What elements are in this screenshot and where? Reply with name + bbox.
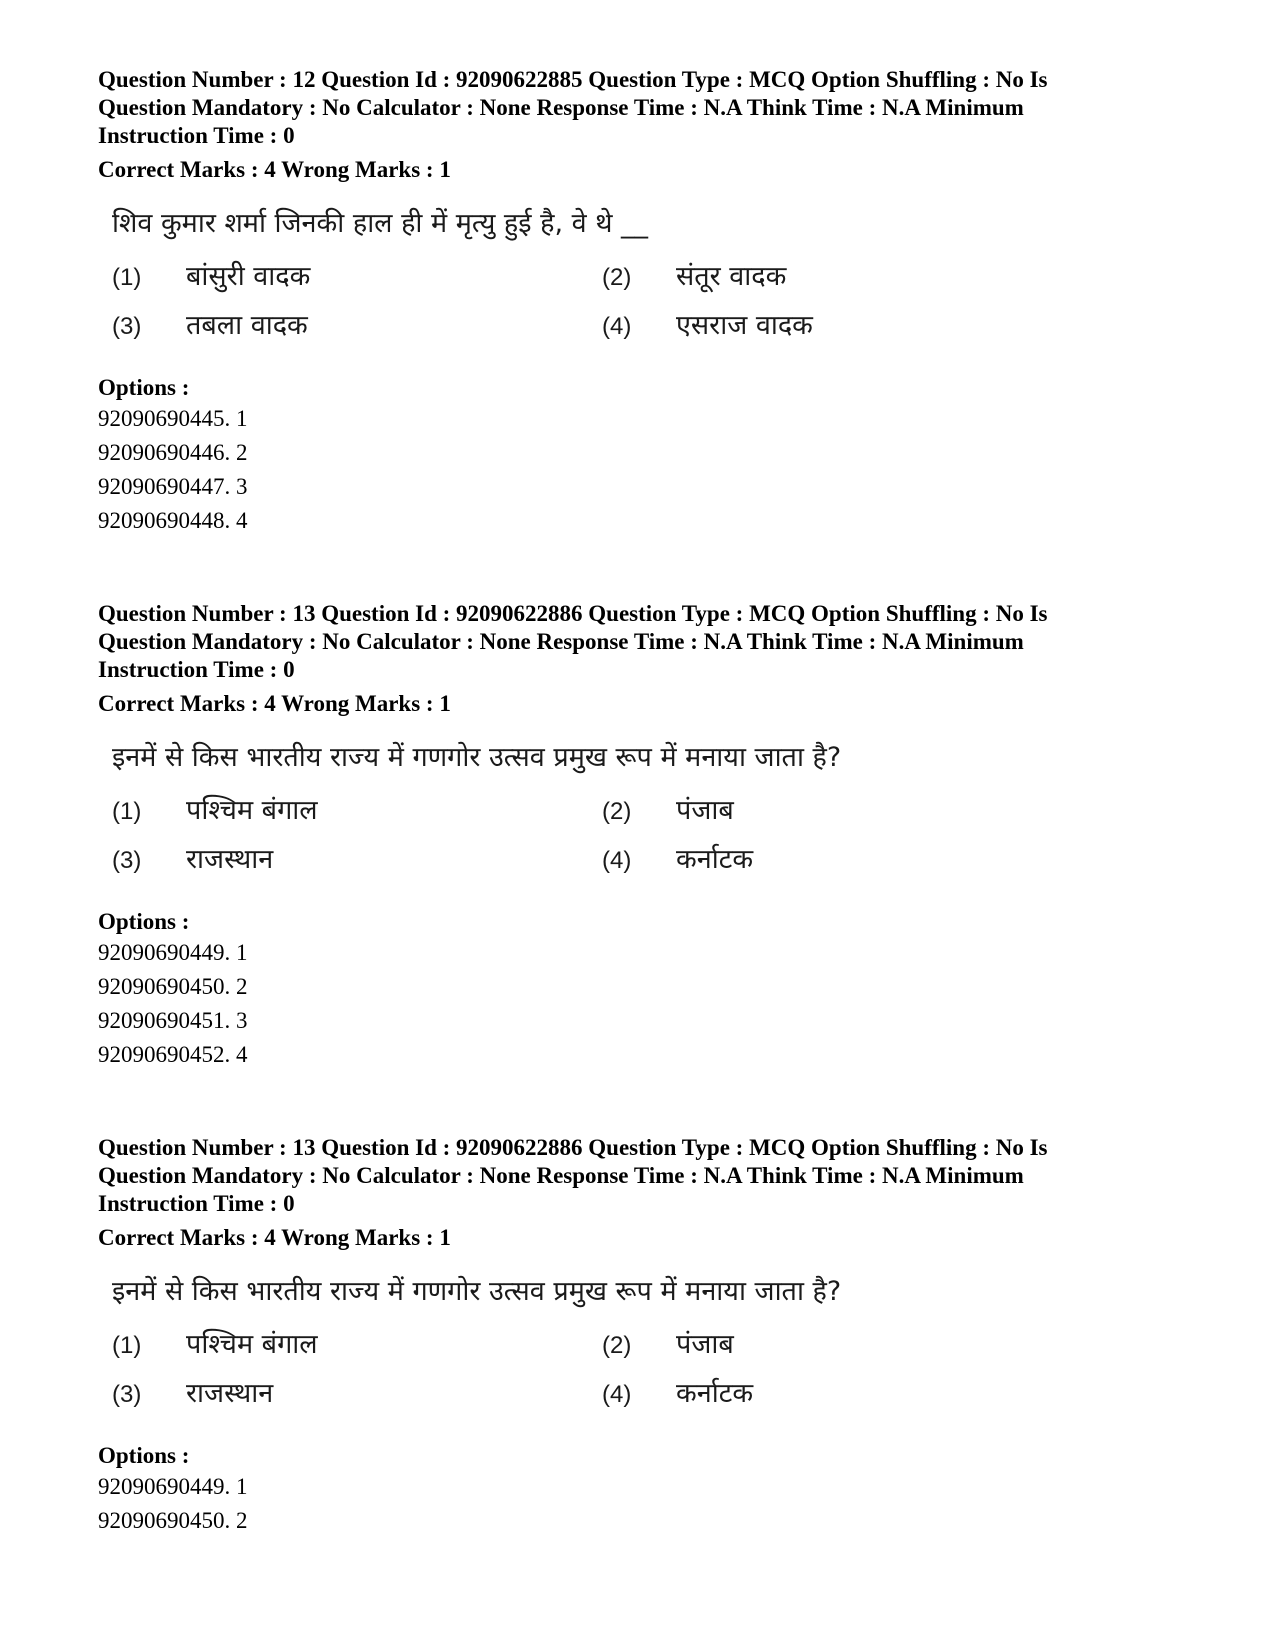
choice-item <box>602 794 1002 829</box>
choice-label: कर्नाटक <box>676 1378 754 1409</box>
question-meta-line: Instruction Time : 0 <box>98 1191 295 1216</box>
choice-item <box>112 309 602 344</box>
question-meta-line: Instruction Time : 0 <box>98 657 295 682</box>
options-heading: Options : <box>98 909 190 934</box>
choice-number: (2) <box>602 798 632 825</box>
question-meta-line: Instruction Time : 0 <box>98 123 295 148</box>
choice-item <box>602 843 1002 878</box>
question-block <box>98 1134 1198 1538</box>
choice-label: कर्नाटक <box>676 844 754 875</box>
choice-number: (1) <box>112 264 142 291</box>
question-image <box>112 206 1198 344</box>
choice-grid <box>112 794 1198 878</box>
choice-number: (2) <box>602 1332 632 1359</box>
choice-label: एसराज वादक <box>676 310 813 341</box>
question-meta-line: Question Mandatory : No Calculator : None Response Time : N.A Think Time : N.A Minimum <box>98 95 1024 120</box>
choice-item <box>112 794 602 829</box>
option-id-line: 92090690450. 2 <box>98 1508 248 1533</box>
question-text: इनमें से किस भारतीय राज्य में गणगोर उत्सव प्रमुख रूप में मनाया जाता है? <box>112 742 842 773</box>
options-heading: Options : <box>98 1443 190 1468</box>
choice-label: तबला वादक <box>186 310 308 341</box>
option-id-line: 92090690452. 4 <box>98 1042 248 1067</box>
marks-line: Correct Marks : 4 Wrong Marks : 1 <box>98 691 451 716</box>
choice-item <box>602 260 1002 295</box>
choice-grid <box>112 1328 1198 1412</box>
choice-label: राजस्थान <box>186 844 274 875</box>
question-block <box>98 66 1198 538</box>
option-id-line: 92090690445. 1 <box>98 406 248 431</box>
choice-label: पंजाब <box>676 1329 734 1360</box>
option-id-line: 92090690446. 2 <box>98 440 248 465</box>
choice-number: (4) <box>602 313 632 340</box>
marks-line: Correct Marks : 4 Wrong Marks : 1 <box>98 157 451 182</box>
question-meta-line: Question Mandatory : No Calculator : None Response Time : N.A Think Time : N.A Minimum <box>98 1163 1024 1188</box>
choice-item <box>602 1377 1002 1412</box>
question-text: शिव कुमार शर्मा जिनकी हाल ही में मृत्यु हुई है, वे थे __ <box>112 208 649 239</box>
choice-label: राजस्थान <box>186 1378 274 1409</box>
option-id-line: 92090690447. 3 <box>98 474 248 499</box>
question-meta-line: Question Number : 12 Question Id : 92090622885 Question Type : MCQ Option Shuffling : No Is <box>98 67 1048 92</box>
choice-grid <box>112 260 1198 344</box>
choice-number: (1) <box>112 1332 142 1359</box>
choice-item <box>602 1328 1002 1363</box>
choice-item <box>602 309 1002 344</box>
choice-item <box>112 1377 602 1412</box>
option-id-line: 92090690450. 2 <box>98 974 248 999</box>
option-id-line: 92090690449. 1 <box>98 940 248 965</box>
choice-number: (1) <box>112 798 142 825</box>
choice-item <box>112 843 602 878</box>
question-meta-line: Question Mandatory : No Calculator : None Response Time : N.A Think Time : N.A Minimum <box>98 629 1024 654</box>
choice-number: (3) <box>112 313 142 340</box>
option-id-line: 92090690451. 3 <box>98 1008 248 1033</box>
choice-item <box>112 260 602 295</box>
question-image <box>112 1274 1198 1412</box>
choice-number: (3) <box>112 1381 142 1408</box>
choice-item <box>112 1328 602 1363</box>
choice-label: पश्चिम बंगाल <box>186 1329 318 1360</box>
option-id-line: 92090690448. 4 <box>98 508 248 533</box>
question-block <box>98 600 1198 1072</box>
question-image <box>112 740 1198 878</box>
choice-label: बांसुरी वादक <box>186 261 311 292</box>
choice-number: (2) <box>602 264 632 291</box>
question-meta-line: Question Number : 13 Question Id : 92090622886 Question Type : MCQ Option Shuffling : No Is <box>98 1135 1048 1160</box>
choice-number: (4) <box>602 1381 632 1408</box>
choice-number: (4) <box>602 847 632 874</box>
marks-line: Correct Marks : 4 Wrong Marks : 1 <box>98 1225 451 1250</box>
question-meta-line: Question Number : 13 Question Id : 92090622886 Question Type : MCQ Option Shuffling : No Is <box>98 601 1048 626</box>
choice-label: पंजाब <box>676 795 734 826</box>
question-text: इनमें से किस भारतीय राज्य में गणगोर उत्सव प्रमुख रूप में मनाया जाता है? <box>112 1276 842 1307</box>
options-heading: Options : <box>98 375 190 400</box>
choice-label: संतूर वादक <box>676 261 787 292</box>
choice-number: (3) <box>112 847 142 874</box>
choice-label: पश्चिम बंगाल <box>186 795 318 826</box>
option-id-line: 92090690449. 1 <box>98 1474 248 1499</box>
